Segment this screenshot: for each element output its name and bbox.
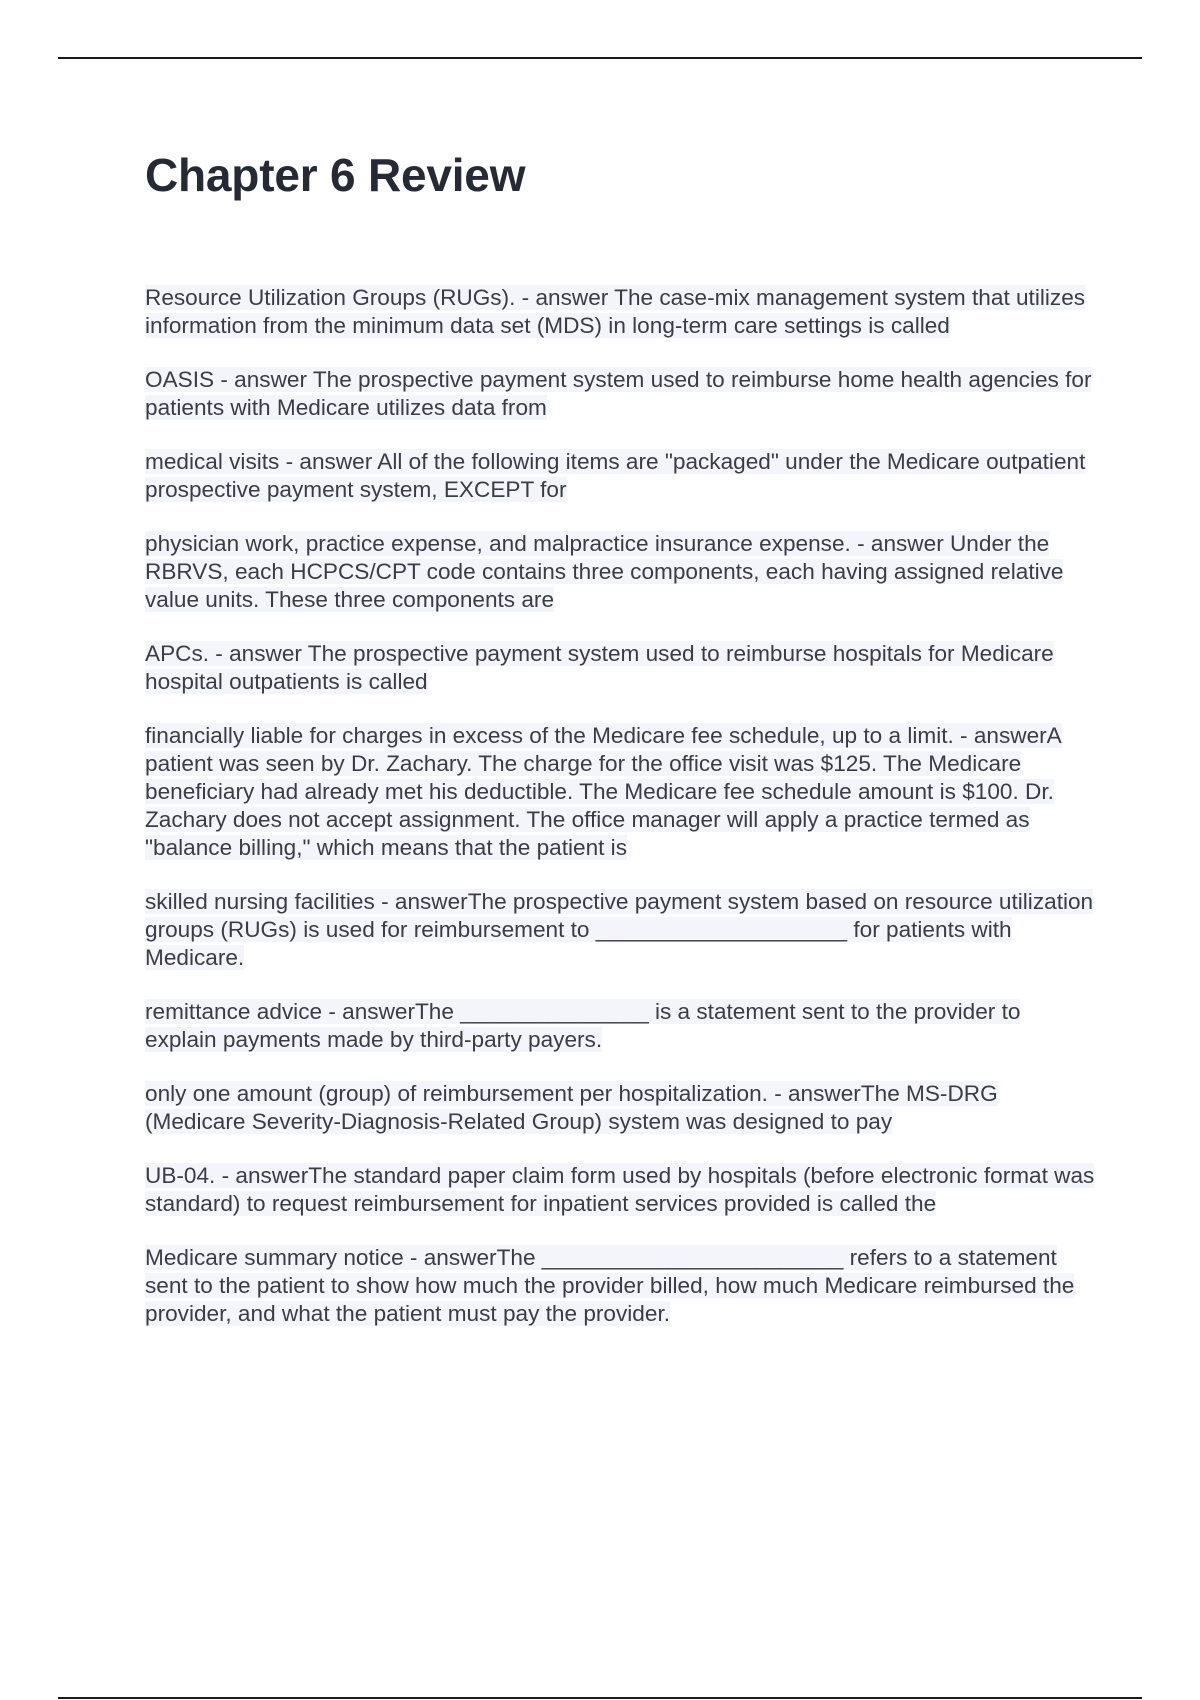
qa-item [145, 722, 1095, 862]
qa-item [145, 448, 1095, 504]
page-title: Chapter 6 Review [145, 149, 526, 201]
qa-item [145, 530, 1095, 614]
qa-item-text: APCs. - answer The prospective payment system used to reimburse hospitals for Medicare hospital outpatients is called [145, 641, 1054, 694]
qa-list [145, 284, 1095, 1354]
qa-item-text: OASIS - answer The prospective payment system used to reimburse home health agencies for patients with Medicare utilizes data from [145, 367, 1092, 420]
qa-item-text: UB-04. - answerThe standard paper claim form used by hospitals (before electronic format was standard) to request reimbursement for inpatient services provided is called the [145, 1163, 1095, 1216]
qa-item [145, 366, 1095, 422]
qa-item [145, 888, 1095, 972]
qa-item-text: financially liable for charges in excess of the Medicare fee schedule, up to a limit. - answerA patient was seen by Dr. Zachary. The charge for the office visit was $125. The Medicare beneficiary had already met his deductible. The Medicare fee schedule amount is $100. Dr. Zachary does not accept assignment. The office manager will apply a practice termed as "balance billing," which means that the patient is [145, 723, 1062, 860]
qa-item [145, 640, 1095, 696]
qa-item-text: Medicare summary notice - answerThe ________________________ refers to a statement sent to the patient to show how much the provider billed, how much Medicare reimbursed the provider, and what the patient must pay the provider. [145, 1245, 1075, 1326]
qa-item-text: Resource Utilization Groups (RUGs). - answer The case-mix management system that utilizes information from the minimum data set (MDS) in long-term care settings is called [145, 285, 1086, 338]
qa-item [145, 998, 1095, 1054]
qa-item [145, 1162, 1095, 1218]
qa-item-text: physician work, practice expense, and malpractice insurance expense. - answer Under the RBRVS, each HCPCS/CPT code contains three components, each having assigned relative value units. These three components are [145, 531, 1064, 612]
qa-item-text: only one amount (group) of reimbursement per hospitalization. - answerThe MS-DRG (Medicare Severity-Diagnosis-Related Group) system was designed to pay [145, 1081, 998, 1134]
qa-item-text: remittance advice - answerThe _______________ is a statement sent to the provider to explain payments made by third-party payers. [145, 999, 1021, 1052]
qa-item [145, 1244, 1095, 1328]
qa-item-text: medical visits - answer All of the following items are "packaged" under the Medicare outpatient prospective payment system, EXCEPT for [145, 449, 1086, 502]
qa-item-text: skilled nursing facilities - answerThe prospective payment system based on resource utilization groups (RUGs) is used for reimbursement to ____________________ for patients with Medicare. [145, 889, 1094, 970]
qa-item [145, 1080, 1095, 1136]
bottom-rule [58, 1697, 1142, 1699]
qa-item [145, 284, 1095, 340]
top-rule [58, 57, 1142, 59]
